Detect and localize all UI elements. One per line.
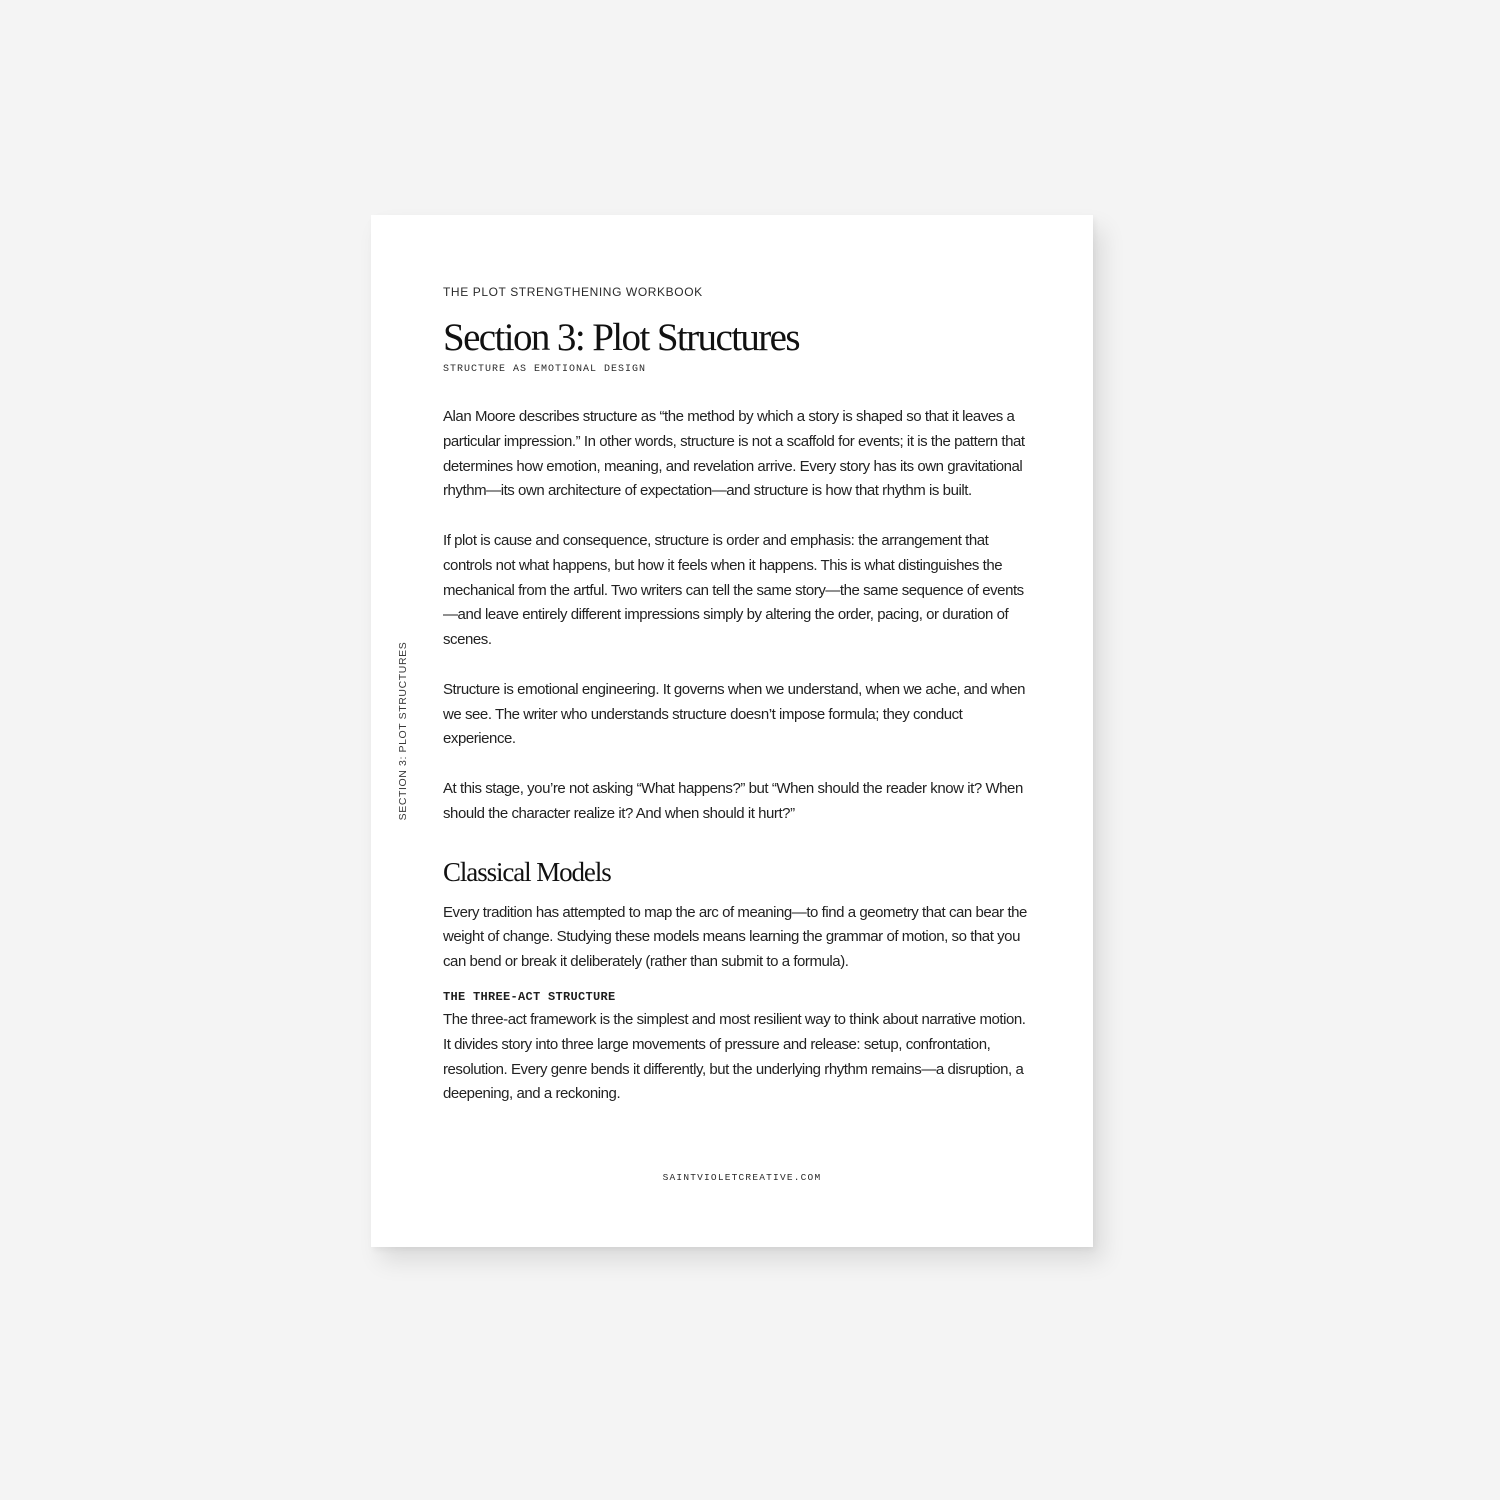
body-paragraph: Alan Moore describes structure as “the method by which a story is shaped so that it leaves a particular impression.” In other words, structure is not a scaffold for events; it is the pattern that determines how emotion, meaning, and revelation arrive. Every story has its own gravitational rhythm—its own architecture of expectation—and structure is how that rhythm is built. — [443, 408, 1025, 500]
body-paragraph: At this stage, you’re not asking “What happens?” but “When should the reader know it? When should the character realize it? And when should it hurt?” — [443, 779, 1023, 822]
body-paragraph: If plot is cause and consequence, structure is order and emphasis: the arrangement that controls not what happens, but how it feels when it happens. This is what distinguishes the mechanical from the artful. Two writers can tell the same story—the same sequence of events—and leave entirely different impressions simply by altering the order, pacing, or duration of scenes. — [443, 531, 1024, 649]
section-subtitle: STRUCTURE AS EMOTIONAL DESIGN — [443, 364, 647, 375]
footer-website: SAINTVIOLETCREATIVE.COM — [662, 1172, 822, 1183]
workbook-title: THE PLOT STRENGTHENING WORKBOOK — [443, 285, 703, 299]
three-act-heading: THE THREE-ACT STRUCTURE — [443, 989, 616, 1004]
classical-models-heading: Classical Models — [443, 856, 611, 887]
page-title: Section 3: Plot Structures — [443, 316, 799, 359]
body-paragraph: Structure is emotional engineering. It governs when we understand, when we ache, and when we see. The writer who understands structure doesn’t impose formula; they conduct experience. — [443, 680, 1025, 748]
page-content — [443, 284, 1028, 1107]
footer — [371, 1172, 1093, 1183]
classical-models-paragraph: Every tradition has attempted to map the arc of meaning—to find a geometry that can bear the weight of change. Studying these models means learning the grammar of motion, so that you can bend or break it deliberately (rather than submit to a formula). — [443, 903, 1027, 971]
three-act-paragraph: The three-act framework is the simplest and most resilient way to think about narrative motion. It divides story into three large movements of pressure and release: setup, confrontation, resolution. Every genre bends it differently, but the underlying rhythm remains—a disruption, a deepening, and a reckoning. — [443, 1010, 1026, 1103]
section-side-label: SECTION 3: PLOT STRUCTURES — [397, 641, 409, 821]
